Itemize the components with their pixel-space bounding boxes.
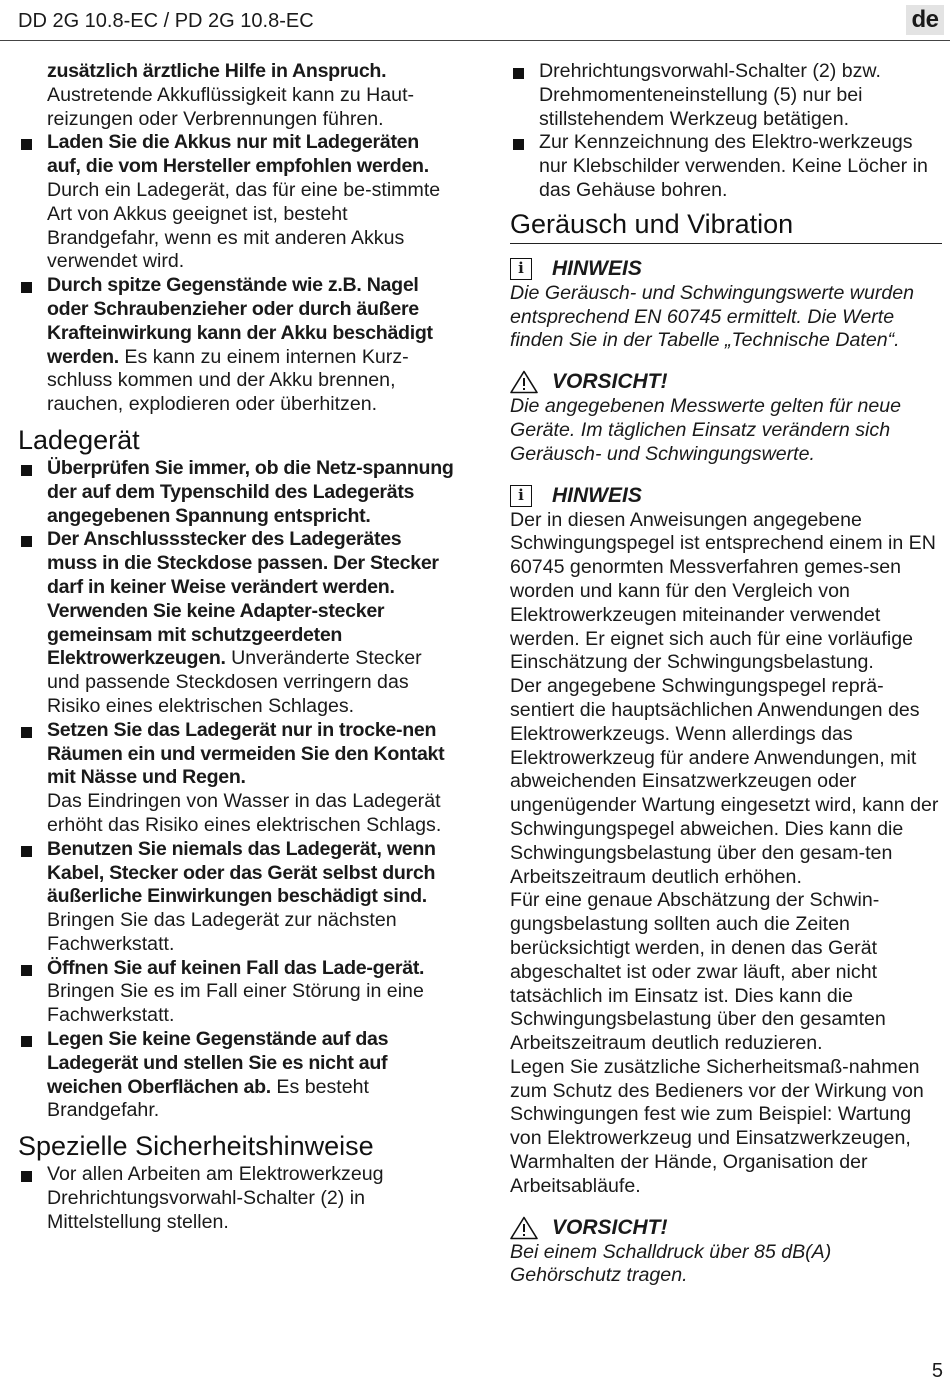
list-item [18, 1163, 454, 1234]
warning-label: VORSICHT! [552, 1215, 668, 1239]
list-item [18, 274, 454, 417]
document-title: DD 2G 10.8-EC / PD 2G 10.8-EC [18, 10, 314, 32]
list-item [510, 131, 942, 202]
note-paragraph: Der in diesen Anweisungen angegebene Schwingungspegel ist entsprechend einem in EN 60745 genormten Messverfahren gemes-sen worden und kann für den Vergleich von Elektrowerkzeugen miteinander verwendet werden. Er eignet sich auch für eine vorläufige Einschätzung der Schwingungsbelastung. [510, 508, 936, 674]
list-item [18, 719, 454, 838]
bullet-square-icon [21, 965, 32, 976]
item-bold-text: Laden Sie die Akkus nur mit Ladegeräten auf, die vom Hersteller empfohlen werden. [47, 131, 429, 178]
warning-label: VORSICHT! [552, 370, 668, 394]
info-icon: i [510, 258, 532, 280]
list-item [18, 957, 454, 1028]
item-text: Das Eindringen von Wasser in das Ladegerät erhöht das Risiko eines elektrischen Schlags. [47, 790, 442, 836]
warning-triangle-icon [510, 1216, 538, 1240]
warning-text: Bei einem Schalldruck über 85 dB(A) Gehörschutz tragen. [510, 1240, 832, 1287]
header-divider [0, 40, 950, 41]
section-heading-ladegeraet: Ladegerät [18, 424, 140, 455]
bullet-square-icon [513, 139, 524, 150]
note-text: Die Geräusch- und Schwingungswerte wurden entsprechend EN 60745 ermittelt. Die Werte finden Sie in der Tabelle „Technische Daten“. [510, 281, 915, 352]
continued-warning-text: Austretende Akkuflüssigkeit kann zu Haut-reizungen oder Verbrennungen führen. [47, 83, 415, 130]
list-item [18, 1028, 454, 1123]
bullet-square-icon [21, 282, 32, 293]
list-item [18, 131, 454, 274]
item-text: Unveränderte Stecker und passende Steckdosen verringern das Risiko eines elektrischen Schlages. [47, 647, 422, 717]
bullet-square-icon [21, 727, 32, 738]
item-bold-text: Öffnen Sie auf keinen Fall das Lade-gerät. [47, 956, 425, 979]
list-item [510, 60, 942, 131]
bullet-square-icon [21, 1036, 32, 1047]
item-text: Es kann zu einem internen Kurz-schluss kommen und der Akku brennen, rauchen, explodieren oder überhitzen. [47, 345, 409, 416]
item-text: Zur Kennzeichnung des Elektro-werkzeugs nur Klebschilder verwenden. Keine Löcher in das Gehäuse bohren. [539, 131, 928, 201]
section-heading-geraeusch-vibration: Geräusch und Vibration [510, 207, 942, 244]
item-bold-text: Der Anschlussstecker des Ladegerätes muss in die Steckdose passen. Der Stecker darf in keiner Weise verändert werden. Verwenden Sie keine Adapter-stecker gemeinsam mit schutzgeerdeten Elektrowerkzeugen. [47, 528, 439, 670]
item-text: Bringen Sie das Ladegerät zur nächsten Fachwerkstatt. [47, 909, 397, 955]
item-bold-text: Durch spitze Gegenstände wie z.B. Nagel oder Schraubenzieher oder durch äußere Krafteinwirkung kann der Akku beschädigt werden. [47, 274, 433, 368]
continued-warning [18, 60, 454, 131]
note-paragraph: Für eine genaue Abschätzung der Schwin-gungsbelastung sollten auch die Zeiten berücksichtigt werden, in denen das Gerät abgeschaltet ist oder zwar läuft, aber nicht tatsächlich im Einsatz ist. Dies kann die Schwingungsbelastung über den gesamten Arbeitszeitraum deutlich reduzieren. [510, 889, 886, 1055]
note-paragraph: Legen Sie zusätzliche Sicherheitsmaß-nahmen zum Schutz des Bedieners vor der Wirkung von Schwingungen fest wie zum Beispiel: Wartung von Elektrowerkzeug und Einsatzwerkzeugen, Warmhalten der Hände, Organisation der Arbeitsabläufe. [510, 1055, 924, 1197]
list-item [18, 528, 454, 718]
item-text: Es besteht Brandgefahr. [47, 1075, 369, 1122]
list-item [18, 838, 454, 957]
warning-text: Die angegebenen Messwerte gelten für neue Geräte. Im täglichen Einsatz verändern sich Geräusch- und Schwingungswerte. [510, 395, 902, 465]
item-text: Vor allen Arbeiten am Elektrowerkzeug Drehrichtungsvorwahl-Schalter (2) in Mittelstellung stellen. [47, 1163, 384, 1233]
bullet-square-icon [21, 536, 32, 547]
bullet-square-icon [21, 1171, 32, 1182]
note-label: HINWEIS [552, 256, 642, 280]
item-bold-text: Benutzen Sie niemals das Ladegerät, wenn Kabel, Stecker oder das Gerät selbst durch äußerliche Einwirkungen beschädigt sind. [47, 837, 436, 908]
right-column [510, 60, 942, 1288]
section-heading-spezielle-sicherheitshinweise: Spezielle Sicherheitshinweise [18, 1131, 374, 1162]
continued-warning-bold: zusätzlich ärztliche Hilfe in Anspruch. [47, 60, 387, 82]
bullet-square-icon [21, 139, 32, 150]
page-number: 5 [931, 1360, 943, 1382]
bullet-square-icon [21, 846, 32, 857]
note-paragraph: Der angegebene Schwingungspegel reprä-sentiert die hauptsächlichen Anwendungen des Elektrowerkzeugs. Wenn allerdings das Elektrowerkzeug für andere Anwendungen, mit abweichenden Einsatzwerkzeugen oder ungenügender Wartung eingesetzt wird, kann der Schwingungspegel abweichen. Dies kann die Schwingungsbelastung über den gesam-ten Arbeitszeitraum deutlich erhöhen. [510, 675, 939, 888]
note-label: HINWEIS [552, 483, 642, 507]
note-header [510, 256, 942, 282]
note-header [510, 483, 942, 509]
item-text: Bringen Sie es im Fall einer Störung in eine Fachwerkstatt. [47, 980, 424, 1027]
item-bold-text: Legen Sie keine Gegenstände auf das Ladegerät und stellen Sie es nicht auf weichen Oberflächen ab. [47, 1028, 389, 1098]
language-badge: de [906, 5, 944, 35]
list-item [18, 457, 454, 528]
item-text: Drehrichtungsvorwahl-Schalter (2) bzw. Drehmomenteneinstellung (5) nur bei stillstehendem Werkzeug betätigen. [539, 60, 881, 130]
warning-header [510, 1215, 942, 1241]
bullet-square-icon [513, 68, 524, 79]
item-text: Durch ein Ladegerät, das für eine be-stimmte Art von Akkus geeignet ist, besteht Brandgefahr, wenn es mit anderen Akkus verwendet wird. [47, 178, 441, 273]
left-column [18, 60, 454, 1235]
warning-header [510, 369, 942, 395]
warning-triangle-icon [510, 370, 538, 394]
item-bold-text: Überprüfen Sie immer, ob die Netz-spannung der auf dem Typenschild des Ladegeräts angegebenen Spannung entspricht. [47, 456, 454, 527]
info-icon: i [510, 485, 532, 507]
bullet-square-icon [21, 465, 32, 476]
item-bold-text: Setzen Sie das Ladegerät nur in trocke-nen Räumen ein und vermeiden Sie den Kontakt mit Nässe und Regen. [47, 718, 445, 789]
